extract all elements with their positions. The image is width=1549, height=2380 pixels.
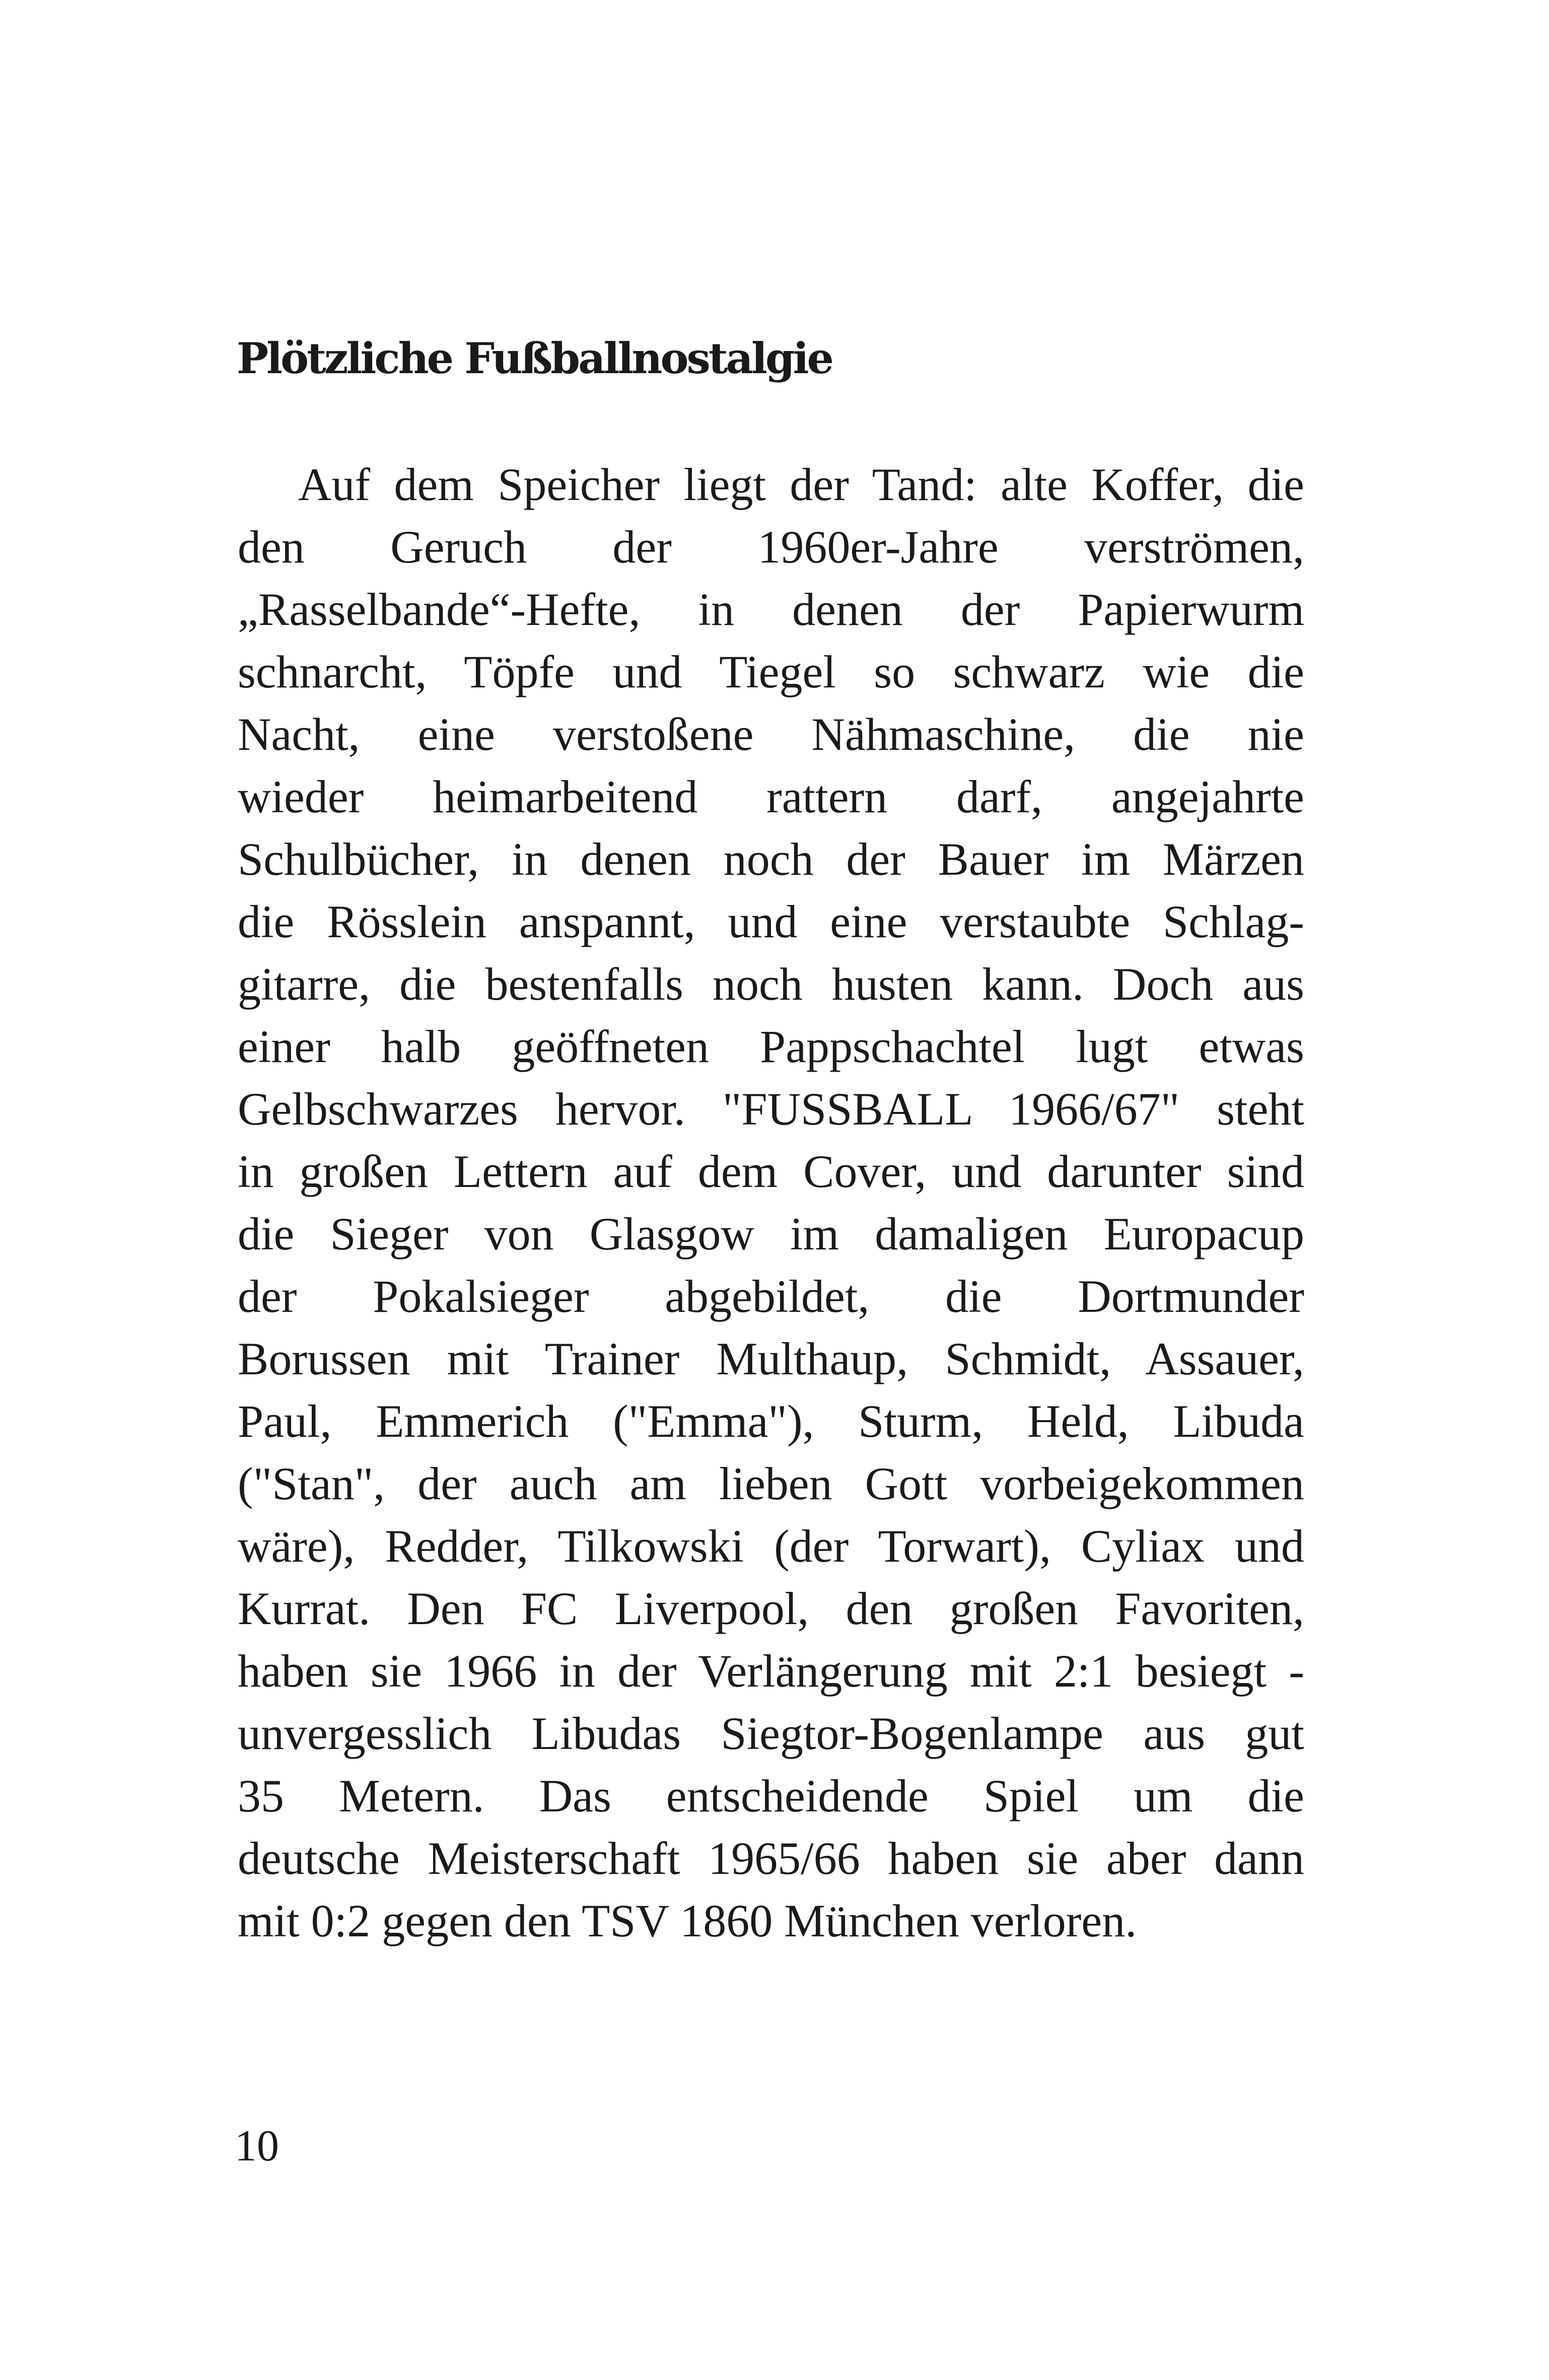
paragraph-line: deutsche Meisterschaft 1965/66 haben sie aber dann xyxy=(238,1833,1304,1884)
chapter-paragraph xyxy=(238,453,1304,1952)
paragraph-line: einer halb geöffneten Pappschachtel lugt etwas xyxy=(238,1021,1304,1072)
paragraph-line: mit 0:2 gegen den TSV 1860 München verloren. xyxy=(238,1895,1137,1946)
paragraph-line: Gelbschwarzes hervor. "FUSSBALL 1966/67" steht xyxy=(238,1083,1304,1135)
page-number: 10 xyxy=(235,2122,279,2171)
chapter-title: Plötzliche Fußballnostalgie xyxy=(237,333,832,383)
paragraph-line: in großen Lettern auf dem Cover, und darunter sind xyxy=(238,1146,1304,1197)
paragraph-line: Borussen mit Trainer Multhaup, Schmidt, Assauer, xyxy=(238,1333,1304,1384)
paragraph-line: haben sie 1966 in der Verlängerung mit 2:1 besiegt - xyxy=(238,1645,1304,1697)
paragraph-line: wieder heimarbeitend rattern darf, angejahrte xyxy=(238,771,1304,822)
paragraph-line: unvergesslich Libudas Siegtor-Bogenlampe aus gut xyxy=(238,1708,1304,1759)
paragraph-line: Paul, Emmerich ("Emma"), Sturm, Held, Libuda xyxy=(238,1395,1304,1447)
paragraph-line: Auf dem Speicher liegt der Tand: alte Koffer, die xyxy=(298,459,1304,510)
paragraph-line: gitarre, die bestenfalls noch husten kann. Doch aus xyxy=(238,958,1304,1010)
paragraph-line: Schulbücher, in denen noch der Bauer im Märzen xyxy=(238,833,1304,885)
paragraph-line: die Rösslein anspannt, und eine verstaubte Schlag- xyxy=(238,896,1304,947)
paragraph-line: den Geruch der 1960er-Jahre verströmen, xyxy=(238,521,1304,573)
paragraph-line: Kurrat. Den FC Liverpool, den großen Favoriten, xyxy=(238,1583,1304,1634)
paragraph-line: schnarcht, Töpfe und Tiegel so schwarz wie die xyxy=(238,646,1304,697)
paragraph-line: wäre), Redder, Tilkowski (der Torwart), Cyliax und xyxy=(238,1520,1304,1572)
paragraph-line: ("Stan", der auch am lieben Gott vorbeigekommen xyxy=(238,1458,1304,1509)
paragraph-line: der Pokalsieger abgebildet, die Dortmunder xyxy=(238,1271,1304,1322)
paragraph-line: „Rasselbande“-Hefte, in denen der Papierwurm xyxy=(238,584,1304,635)
paragraph-line: Nacht, eine verstoßene Nähmaschine, die nie xyxy=(238,709,1304,760)
paragraph-line: 35 Metern. Das entscheidende Spiel um die xyxy=(238,1770,1304,1822)
paragraph-line: die Sieger von Glasgow im damaligen Europacup xyxy=(238,1208,1304,1259)
